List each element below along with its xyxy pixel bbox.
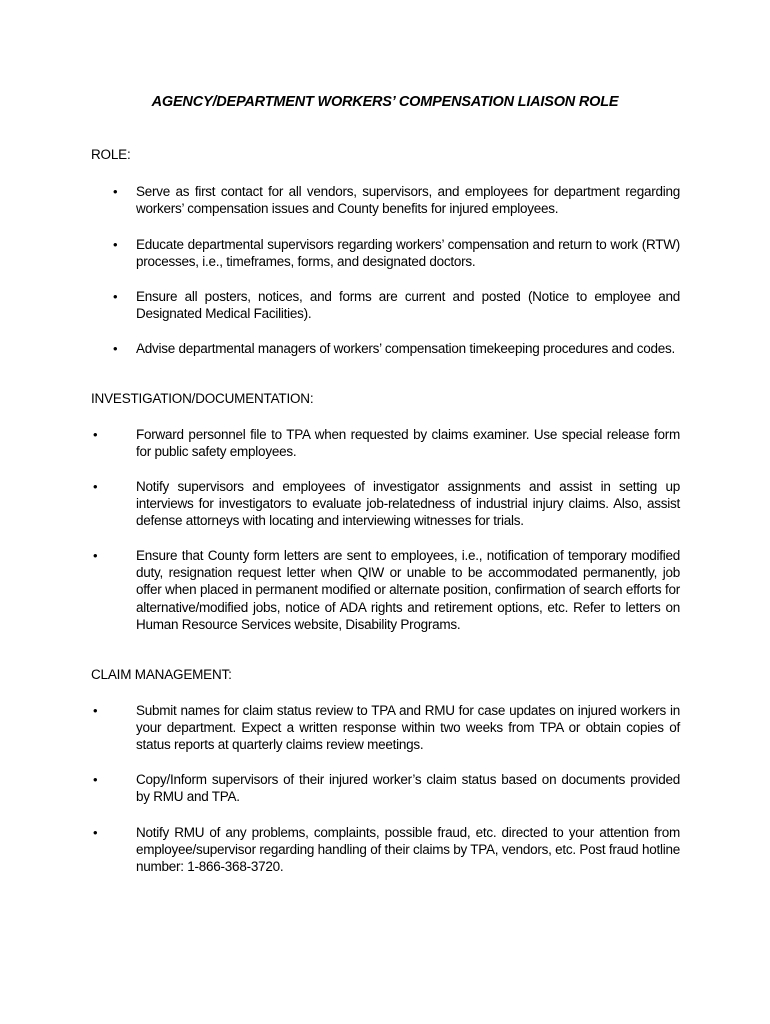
list-item: Notify supervisors and employees of investigator assignments and assist in setting up interviews for investigators to evaluate job-relatedness of industrial injury claims. Also, assist defense attorneys with locating and interviewing witnesses for trials. <box>136 479 680 529</box>
bullet-icon: • <box>93 427 98 442</box>
bullet-icon: • <box>113 341 118 356</box>
section-heading-investigation: INVESTIGATION/DOCUMENTATION: <box>91 391 314 406</box>
bullet-icon: • <box>113 184 118 199</box>
list-item: Serve as first contact for all vendors, supervisors, and employees for department regarding workers’ compensation issues and County benefits for injured employees. <box>136 184 680 217</box>
bullet-icon: • <box>113 237 118 252</box>
bullet-icon: • <box>93 479 98 494</box>
list-item: Advise departmental managers of workers’ compensation timekeeping procedures and codes. <box>136 341 676 356</box>
list-item: Copy/Inform supervisors of their injured worker’s claim status based on documents provided by RMU and TPA. <box>136 772 680 805</box>
document-title: AGENCY/DEPARTMENT WORKERS’ COMPENSATION LIAISON ROLE <box>151 94 619 110</box>
bullet-icon: • <box>93 825 98 840</box>
bullet-icon: • <box>93 703 98 718</box>
list-item: Notify RMU of any problems, complaints, possible fraud, etc. directed to your attention from employee/supervisor regarding handling of their claims by TPA, vendors, etc. Post fraud hotline number: 1-866-368-3720. <box>136 825 680 875</box>
section-heading-claim-management: CLAIM MANAGEMENT: <box>91 667 232 682</box>
list-item: Educate departmental supervisors regarding workers’ compensation and return to work (RTW) processes, i.e., timeframes, forms, and designated doctors. <box>136 237 680 270</box>
bullet-icon: • <box>113 289 118 304</box>
list-item: Ensure that County form letters are sent to employees, i.e., notification of temporary modified duty, resignation request letter when QIW or unable to be accommodated permanently, job offer when placed in permanent modified or alternate position, confirmation of search efforts for alternative/modified jobs, notice of ADA rights and retirement options, etc. Refer to letters on Human Resource Services website, Disability Programs. <box>136 548 680 632</box>
bullet-icon: • <box>93 772 98 787</box>
list-item: Ensure all posters, notices, and forms are current and posted (Notice to employee and Designated Medical Facilities). <box>136 289 680 322</box>
bullet-icon: • <box>93 548 98 563</box>
list-item: Submit names for claim status review to TPA and RMU for case updates on injured workers in your department. Expect a written response within two weeks from TPA or obtain copies of status reports at quarterly claims review meetings. <box>136 703 680 753</box>
list-item: Forward personnel file to TPA when requested by claims examiner. Use special release form for public safety employees. <box>136 427 680 460</box>
section-heading-role: ROLE: <box>91 147 131 162</box>
